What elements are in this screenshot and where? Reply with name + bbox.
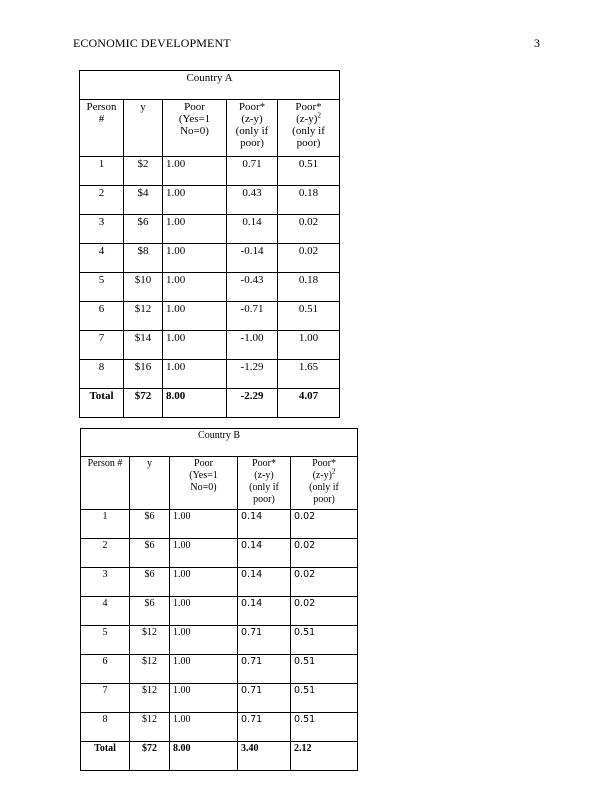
person-cell: 7 <box>80 331 124 360</box>
gap-cell: -0.14 <box>227 244 278 273</box>
column-header-person: Person # <box>81 457 130 510</box>
table-row <box>81 568 358 597</box>
person-cell: 8 <box>81 713 130 742</box>
table-row <box>80 302 340 331</box>
table-row <box>81 597 358 626</box>
table-row <box>81 655 358 684</box>
table-row <box>81 510 358 539</box>
gap-cell: -1.00 <box>227 331 278 360</box>
income-cell: $6 <box>130 597 170 626</box>
income-cell: $12 <box>130 684 170 713</box>
income-cell: $12 <box>130 626 170 655</box>
column-header-squared-gap: Poor* $(z-y)^2$ (only if poor) <box>278 100 340 157</box>
table-row <box>80 331 340 360</box>
poor-cell: 1.00 <box>170 626 238 655</box>
column-header-poor: Poor (Yes=1 No=0) <box>170 457 238 510</box>
total-row <box>81 742 358 771</box>
gap-cell: 0.14 <box>227 215 278 244</box>
table-row <box>80 157 340 186</box>
gap-cell: 0.14 <box>238 568 291 597</box>
gap-cell: -1.29 <box>227 360 278 389</box>
poor-cell: 1.00 <box>170 713 238 742</box>
total-row <box>80 389 340 418</box>
table-title: Country B <box>81 429 358 457</box>
gap-sq-cell: 0.02 <box>278 215 340 244</box>
table-row <box>80 215 340 244</box>
poor-cell: 1.00 <box>163 331 227 360</box>
person-cell: 7 <box>81 684 130 713</box>
gap-sq-cell: 0.51 <box>278 157 340 186</box>
poor-cell: 1.00 <box>163 215 227 244</box>
income-cell: $4 <box>124 186 163 215</box>
person-cell: 4 <box>81 597 130 626</box>
table-body <box>80 157 340 389</box>
income-cell: $12 <box>130 713 170 742</box>
person-cell: 5 <box>81 626 130 655</box>
poor-cell: 1.00 <box>163 244 227 273</box>
income-cell: $14 <box>124 331 163 360</box>
person-cell: 6 <box>81 655 130 684</box>
person-cell: 5 <box>80 273 124 302</box>
person-cell: 3 <box>80 215 124 244</box>
poor-cell: 1.00 <box>163 157 227 186</box>
poor-cell: 1.00 <box>170 539 238 568</box>
gap-sq-cell: 0.51 <box>291 713 358 742</box>
gap-cell: 0.71 <box>238 655 291 684</box>
gap-sq-cell: 0.51 <box>291 626 358 655</box>
gap-cell: -0.43 <box>227 273 278 302</box>
gap-sq-cell: 0.51 <box>291 684 358 713</box>
running-head: ECONOMIC DEVELOPMENT <box>73 36 231 50</box>
total-poor: 8.00 <box>163 389 227 418</box>
gap-cell: 0.71 <box>227 157 278 186</box>
income-cell: $10 <box>124 273 163 302</box>
total-y: $72 <box>124 389 163 418</box>
person-cell: 4 <box>80 244 124 273</box>
gap-cell: 0.14 <box>238 539 291 568</box>
total-poor: 8.00 <box>170 742 238 771</box>
table-row <box>81 539 358 568</box>
gap-cell: 0.71 <box>238 626 291 655</box>
total-gap: -2.29 <box>227 389 278 418</box>
column-header-poverty-gap: Poor* (z-y) (only if poor) <box>227 100 278 157</box>
gap-sq-cell: 0.51 <box>278 302 340 331</box>
total-gap-sq: 4.07 <box>278 389 340 418</box>
poor-cell: 1.00 <box>163 273 227 302</box>
income-cell: $8 <box>124 244 163 273</box>
total-gap-sq: 2.12 <box>291 742 358 771</box>
gap-sq-cell: 0.02 <box>291 510 358 539</box>
gap-cell: 0.71 <box>238 713 291 742</box>
column-header-person: Person # <box>80 100 124 157</box>
gap-sq-cell: 0.02 <box>278 244 340 273</box>
table-row <box>80 273 340 302</box>
income-cell: $2 <box>124 157 163 186</box>
income-cell: $6 <box>130 510 170 539</box>
poor-cell: 1.00 <box>163 302 227 331</box>
poor-cell: 1.00 <box>163 186 227 215</box>
income-cell: $6 <box>130 539 170 568</box>
income-cell: $12 <box>130 655 170 684</box>
table-row <box>81 684 358 713</box>
gap-cell: 0.43 <box>227 186 278 215</box>
income-cell: $12 <box>124 302 163 331</box>
poor-cell: 1.00 <box>170 684 238 713</box>
income-cell: $6 <box>124 215 163 244</box>
person-cell: 6 <box>80 302 124 331</box>
table-body <box>81 510 358 742</box>
person-cell: 8 <box>80 360 124 389</box>
column-header-poor: Poor (Yes=1 No=0) <box>163 100 227 157</box>
gap-sq-cell: 0.02 <box>291 539 358 568</box>
gap-cell: 0.71 <box>238 684 291 713</box>
gap-sq-cell: 1.65 <box>278 360 340 389</box>
table-row <box>80 186 340 215</box>
table-row <box>81 626 358 655</box>
table-row <box>81 713 358 742</box>
poor-cell: 1.00 <box>170 510 238 539</box>
gap-cell: -0.71 <box>227 302 278 331</box>
income-cell: $6 <box>130 568 170 597</box>
income-cell: $16 <box>124 360 163 389</box>
table-title: Country A <box>80 71 340 100</box>
column-header-poverty-gap: Poor* (z-y) (only if poor) <box>238 457 291 510</box>
country-b-table <box>80 428 358 771</box>
poor-cell: 1.00 <box>170 655 238 684</box>
total-label: Total <box>80 389 124 418</box>
country-a-table <box>79 70 340 418</box>
table-row <box>80 360 340 389</box>
column-header-squared-gap: Poor* $(z-y)^2$ (only if poor) <box>291 457 358 510</box>
gap-sq-cell: 0.18 <box>278 186 340 215</box>
total-gap: 3.40 <box>238 742 291 771</box>
table-row <box>80 244 340 273</box>
poor-cell: 1.00 <box>170 568 238 597</box>
person-cell: 2 <box>81 539 130 568</box>
column-header-y: y <box>130 457 170 510</box>
gap-sq-cell: 0.51 <box>291 655 358 684</box>
gap-cell: 0.14 <box>238 597 291 626</box>
poor-cell: 1.00 <box>163 360 227 389</box>
gap-cell: 0.14 <box>238 510 291 539</box>
gap-sq-cell: 0.02 <box>291 597 358 626</box>
column-header-y: y <box>124 100 163 157</box>
poor-cell: 1.00 <box>170 597 238 626</box>
page-number: 3 <box>534 36 540 50</box>
total-label: Total <box>81 742 130 771</box>
person-cell: 1 <box>81 510 130 539</box>
person-cell: 3 <box>81 568 130 597</box>
gap-sq-cell: 1.00 <box>278 331 340 360</box>
gap-sq-cell: 0.02 <box>291 568 358 597</box>
person-cell: 1 <box>80 157 124 186</box>
total-y: $72 <box>130 742 170 771</box>
gap-sq-cell: 0.18 <box>278 273 340 302</box>
person-cell: 2 <box>80 186 124 215</box>
